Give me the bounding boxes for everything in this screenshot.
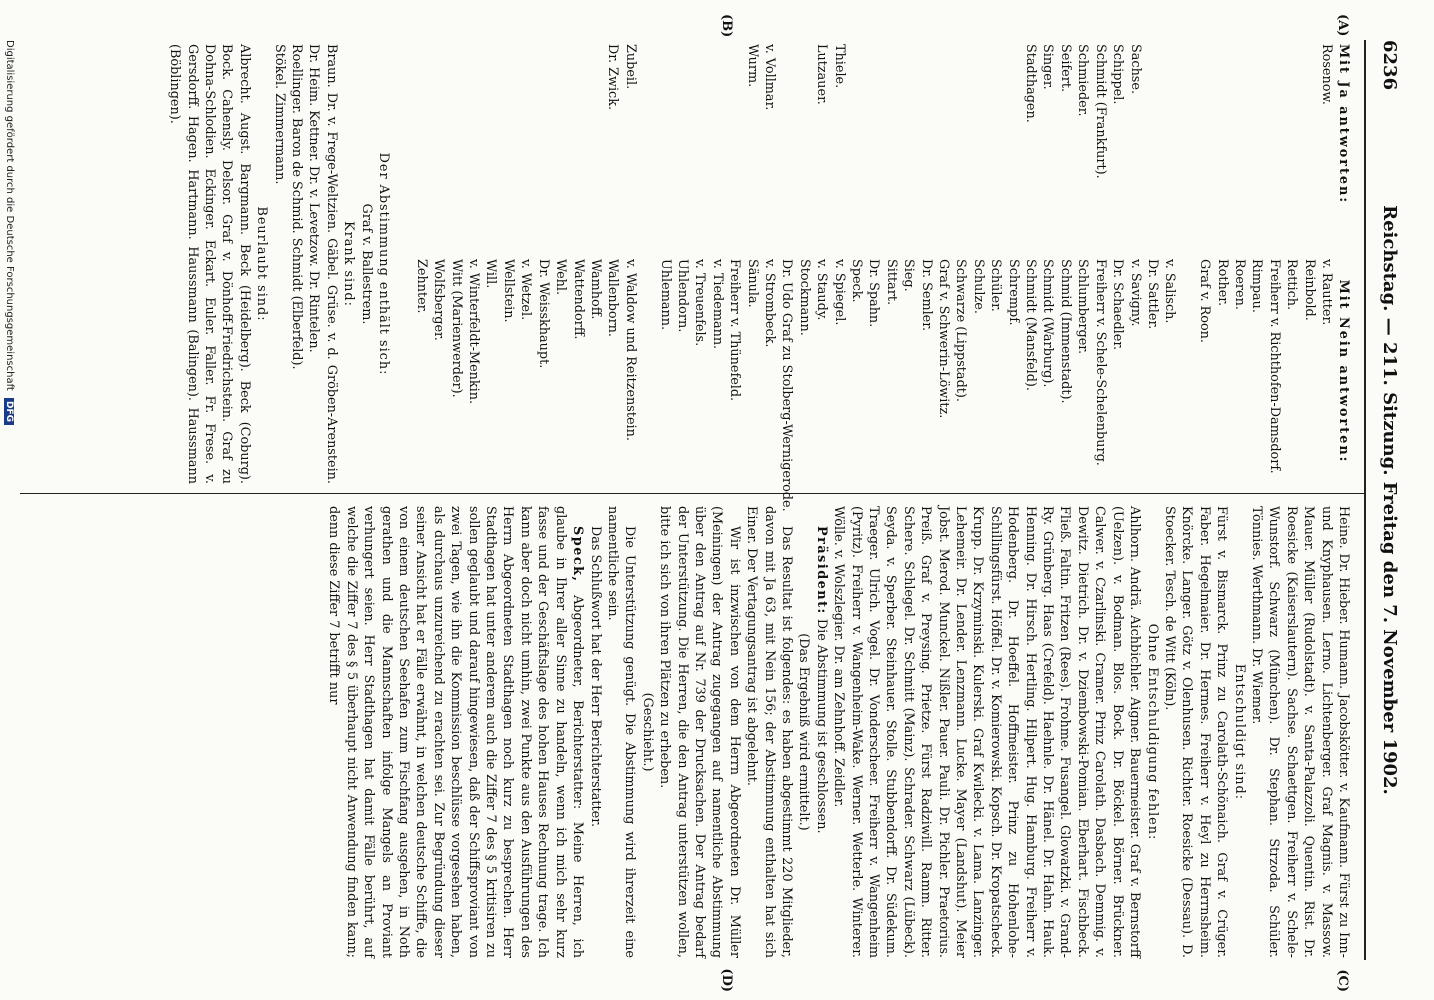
speech-text: Abgeordneter, Berichterstatter: Meine Herren, ich glaube in Ihrer aller Sinne zu handeln, wenn ich mich sehr kurz fasse und der Geschäftslage des hohen Hauses Rechnung trage. Ich kann aber doch nicht umhin, zwei Punkte aus den Ausführungen des Herrn Abgeordneten Stadthagen noch kurz zu besprechen. Herr Stadthagen hat unter anderem auch die Ziffer 7 des § 5 kritisiren zu sollen geglaubt und darauf hingewiesen, daß der Schiffsproviant von zwei Tagen, wie ihn die Kommission beschlüsse vorgesehen haben, als durchaus unzureichend zu erachten sei. Zur Begründung dieser seiner Ansicht hat er Fälle erwähnt, in welchen deutsche Schiffe, die von einem deutschen Seehafen zum Fischfang ausgehen, in Noth gerathen und die Mannschaften infolge Mangels an Proviant verhungert seien. Herr Stadthagen hat damit Fälle berührt, auf welche die Ziffer 7 des § 5 überhaupt nicht Anwendung finden kann; denn diese Ziffer 7 betrifft nur [326,506,586,958]
voter-name: v. Wetzel. [518,259,534,321]
voter-name [778,44,795,244]
voter-name [1178,259,1195,484]
voter-name: Seifert. [1057,44,1073,93]
voter-name: Schmid (Immenstadt). [1057,259,1073,404]
voter-name: v. Tiedemann. [709,259,725,350]
voter-name: Wellstein. [500,259,516,323]
president-text: Die Abstimmung ist geschlossen. [813,618,829,834]
voter-name: Will. [483,259,499,289]
voter-name: Freiherr v. Richthofen-Damsdorf. [1266,259,1282,474]
page-title: Reichstag. — 211. Sitzung. Freitag den 7. November 1902. [1379,205,1400,795]
voter-name: Dr. Semler. [918,259,934,332]
result-paragraph: Das Resultat ist folgendes: es haben abgestimmt 220 Mitglieder, davon mit Ja 63, mit Nein 156; der Abstimmung enthalten hat sich Einer. Der Vertagungsantrag ist abgelehnt. [744,506,794,958]
voter-name: Singer. [1040,44,1056,90]
voter-name [952,44,969,244]
page-number: 6236 [1379,40,1400,91]
voter-name: v. Vollmar. [762,44,777,111]
no-vote-list [412,259,1335,512]
voter-name [656,44,673,244]
voter-name: Schmidt (Warburg). [1040,259,1056,388]
voter-name: Thiele. [831,44,847,89]
president-statement [812,506,829,958]
voter-name: v. Waldow und Reitzenstein. [622,259,638,441]
voter-name: Schmieder. [1075,44,1091,117]
voter-name: Wallenborn. [605,259,621,337]
sick-line: Braun. Dr. v. Frege-Weltzien. Gäbel. Grüse. v. d. Gröben-Arenstein. Dr. Heim. Kettner. Dr. v. Levetzow. Dr. Rintelen. [306,44,339,484]
voter-name: Dr. Schaedler. [1110,259,1126,351]
voter-name [987,44,1004,244]
voter-name: Rimpau. [1249,259,1265,313]
voter-name: Freiherr v. Schele-Schelenburg. [1092,259,1108,466]
voter-name: v. Salisch. [1162,259,1178,324]
voter-name [639,259,656,484]
speech-paragraph [325,506,586,958]
voter-name: Schrempf. [1005,259,1021,326]
voter-name: v. Spiegel. [831,259,847,326]
margin-mark-d: (D) [719,968,734,992]
voter-name: Wehl. [553,259,569,296]
leave-heading: Beurlaubt sind: [254,206,270,322]
margin-mark-a: (A) [1335,14,1350,37]
dfg-logo: DFG [4,398,14,425]
voter-name [882,44,899,244]
president-label: Präsident: [813,526,829,615]
voter-name [795,44,812,244]
voter-name: v. Winterfeldt-Menkin. [466,259,482,405]
sick-heading: Krank sind: [341,221,357,307]
voter-name: Schmidt (Frankfurt). [1092,44,1108,179]
voter-name: Wurm. [744,44,760,88]
voter-name [1196,44,1213,244]
voter-name: Schmidt (Mansfeld). [1023,259,1039,391]
voter-name: Graf v. Schwerin-Löwitz. [936,259,952,419]
margin-mark-c: (C) [1335,969,1350,992]
voter-name: Dr. Spahn. [866,259,882,328]
voter-name: Dr. Weisskhaupt. [535,259,551,369]
abstain-name: Graf v. Ballestrem. [358,203,374,325]
voter-name: Roeren. [1231,259,1247,310]
voter-name [900,44,917,244]
missing-heading: Ohne Entschuldigung fehlen: [1144,623,1160,841]
voter-name: Dr. Sattler. [1144,259,1160,330]
abstain-heading: Der Abstimmung enthält sich: [376,152,391,376]
closing-paragraph: Das Schlußwort hat der Herr Berichterstatter. [587,526,603,828]
voter-name [917,44,934,244]
voter-name [1004,44,1021,244]
voter-name: Sachse. [1127,44,1143,95]
voter-name: Uhlemann. [657,259,673,331]
voter-name [639,44,656,244]
motion-paragraph: Wir ist inzwischen von dem Herrn Abgeordneten Dr. Müller (Meiningen) der Antrag zugegangen auf namentliche Abstimmung über den Antrag auf Nr. 739 der Drucksachen. Der Antrag bedarf der Unterstützung. Die Herren, die den Antrag unterstützen wollen, bitte ich sich von ihren Plätzen zu erheben. [657,506,742,958]
voter-name [935,44,952,244]
voter-name: Rettich. [1284,259,1300,311]
footer-credit: Digitalisierung gefördert durch die Deutsche Forschungsgemeinschaft [4,40,15,391]
left-column [22,44,1352,512]
voter-name [1144,44,1161,244]
voter-name: v. Rautter. [1319,259,1334,326]
voter-name: Rosenow. [1319,44,1334,105]
stage-note: (Das Ergebniß wird ermittelt.) [796,633,812,831]
voter-name: Sittart. [883,259,899,306]
voter-name: Lutzauer. [814,44,830,105]
margin-mark-b: (B) [719,14,734,38]
voter-name: Dr. Zwick. [605,44,621,111]
voter-name [1283,44,1300,244]
speaker-label: Speck, [570,526,586,583]
leave-line: Albrecht. Augst. Bargmann. Beck (Heidelberg). Beck (Coburg). Bock. Cahensly. Delsor. Graf v. Dönhoff-Friedrichstein. Graf zu Dohna-Schlodien. Eckinger. Eckart. Euler. Faller. Fr. Frese. v. Gersdorff. Hagen. Hartmann. Haussmann (Balingen). Haussmann (Böblingen). [167,44,252,484]
voter-name: Dr. Udo Graf zu Stolberg-Wernigerode. [779,259,795,512]
header-rule [1364,40,1366,960]
voter-name [1265,44,1282,244]
voter-name [865,44,882,244]
voter-name: Schulze. [970,259,986,314]
voter-name: Schüler. [988,259,1004,312]
page-header [1370,40,1400,960]
excused-list: Fürst v. Bismarck. Prinz zu Carolath-Schönaich. Graf v. Crüger. Faber. Hegelmaier. Dr. Hermes. Freiherr v. Heyl zu Herrnsheim. Knörcke. Langer. Götz v. Olenhusen. Richter. Roesicke (Dessau). D. Stoecker. Tesch. de Witt (Köln). [1161,506,1230,958]
voter-name: Freiherr v. Thünefeld. [727,259,743,402]
voter-name: Sieg. [901,259,917,292]
voter-name [726,44,743,244]
voter-name: Wolfsberger. [431,259,447,341]
voter-name [1248,44,1265,244]
voter-name: Rother. [1214,259,1230,307]
continued-list: Heine. Dr. Hieber. Humann. Jacobskötter. v. Kaufmann. Fürst zu Inn- und Knyphausen. Lerno. Lichtenberger. Graf Magnis. v. Massow. Mauer. Müller (Rudolstadt). v. Santa-Palazzoli. Quentin. Rist. Dr. Roesicke (Kaiserslautern). Sachse. Schaettgen. Freiherr v. Schele-Wunstorf. Schwarz (München). Dr. Stephan. Strzoda. Schüler. Tönnies. Werthmann. Dr. Wiemer. [1248,506,1351,958]
voter-name [848,44,865,244]
sick-line: Stökel. Zimmermann. [271,44,287,185]
voter-name: Sänula. [744,259,760,308]
voter-name [1161,44,1178,244]
voter-name: v. Treuenfels. [692,259,708,347]
voter-name [708,44,725,244]
voter-name: Zubeil. [622,44,638,90]
voter-name: Reinbold. [1301,259,1317,321]
no-heading: Mit Nein antworten: [1336,279,1351,464]
voter-name [1300,44,1317,244]
voter-name: Speck. [849,259,865,303]
voter-name: Stadthagen. [1023,44,1039,123]
voter-name [1231,44,1248,244]
voter-name: Zehnter. [413,259,429,314]
column-divider [20,493,1364,494]
voter-name: v. Savigny. [1127,259,1143,327]
voter-name: v. Staudy. [814,259,830,321]
footer [4,40,15,425]
voter-name: Stockmann. [796,259,812,336]
voter-name: Schippel. [1110,44,1126,105]
voter-name [691,44,708,244]
voter-name: Schwarze (Lippstadt). [953,259,969,402]
excused-heading: Entschuldigt sind: [1231,663,1247,801]
missing-list: Ahlhorn. Andrä. Aichbichler. Aigner. Bauermeister. Graf v. Bernstorff (Uelzen). v. Bodman. Blos. Bock. Dr. Böckel. Börner. Brückner. Calwer. v. Czarlinski. Cramer. Prinz Carolath. Dasbach. Demmig. v. Dewitz. Dietrich. Dr. v. Dziembowski-Pomian. Eberhart. Fischbeck. Fließ. Faltin. Fritzen (Rees). Frohme. Fusangel. Glowatzki. v. Grand-Ry. Grünberg. Haas (Crefeld). Haehnle. Dr. Hänel. Dr. Hahn. Hauk. Henning. Dr. Hirsch. Hertling. Hilpert. Hug. Hamburg. Freiherr v. Hodenberg. Dr. Hoeffel. Hoffmeister. Prinz zu Hohenlohe-Schillingsfürst. Höffel. Dr. v. Komierowski. Kopsch. Dr. Kropatscheck. Krupp. Dr. Krzyminski. Kulerski. Graf Kwilecki. v. Lama. Lanzinger. Lehemeir. Dr. Lender. Lenzmann. Lucke. Mayer (Landshut). Meier Jobst. Merod. Munckel. Nißler. Pauer. Pauli. Dr. Pichler. Praetorius. Preiß. Graf v. Preysing. Prietze. Fürst Radziwill. Ramm. Ritter. Schere. Schlegel. Dr. Schmitt (Mainz). Schrader. Schwarz (Lübeck). Seyda. v. Sperber. Steinhauer. Stolle. Stubbendorff. Dr. Südekum. Traeger. Ulrich. Vogel. Dr. Vonderscheer. Freiherr v. Wangenheim (Pyritz). Freiherr v. Wangenheim-Wake. Werner. Wetterle. Winterer. Wölle. v. Wolszlegier. Dr. am Zehnhoff. Zeidler. [831,506,1143,958]
right-column [22,506,1352,958]
voter-name: Graf v. Roon. [1197,259,1213,343]
support-paragraph: Die Unterstützung genügt. Die Abstimmung wird ihrerzeit eine namentliche sein. [604,506,638,958]
voter-name [969,44,986,244]
absent-section [166,44,392,484]
sick-line: Roellinger. Baron de Schmid. Schmidt (Elberfeld). [288,44,304,370]
voter-name: v. Strombeck. [762,259,777,348]
voter-name: Wamhoff. [587,259,603,320]
yes-heading: Mit Ja antworten: [1336,44,1351,205]
stage-note: (Geschieht.) [639,692,655,772]
voter-name [1213,44,1230,244]
voter-name [674,44,691,244]
voter-name: Wattendorff. [570,259,586,340]
voter-name [1178,44,1195,244]
voter-name: Uhlendorn. [674,259,690,333]
yes-vote-list [604,44,1335,244]
voter-name: Witt (Marienwerder). [448,259,464,398]
voter-name: Schlumberger. [1075,259,1091,355]
